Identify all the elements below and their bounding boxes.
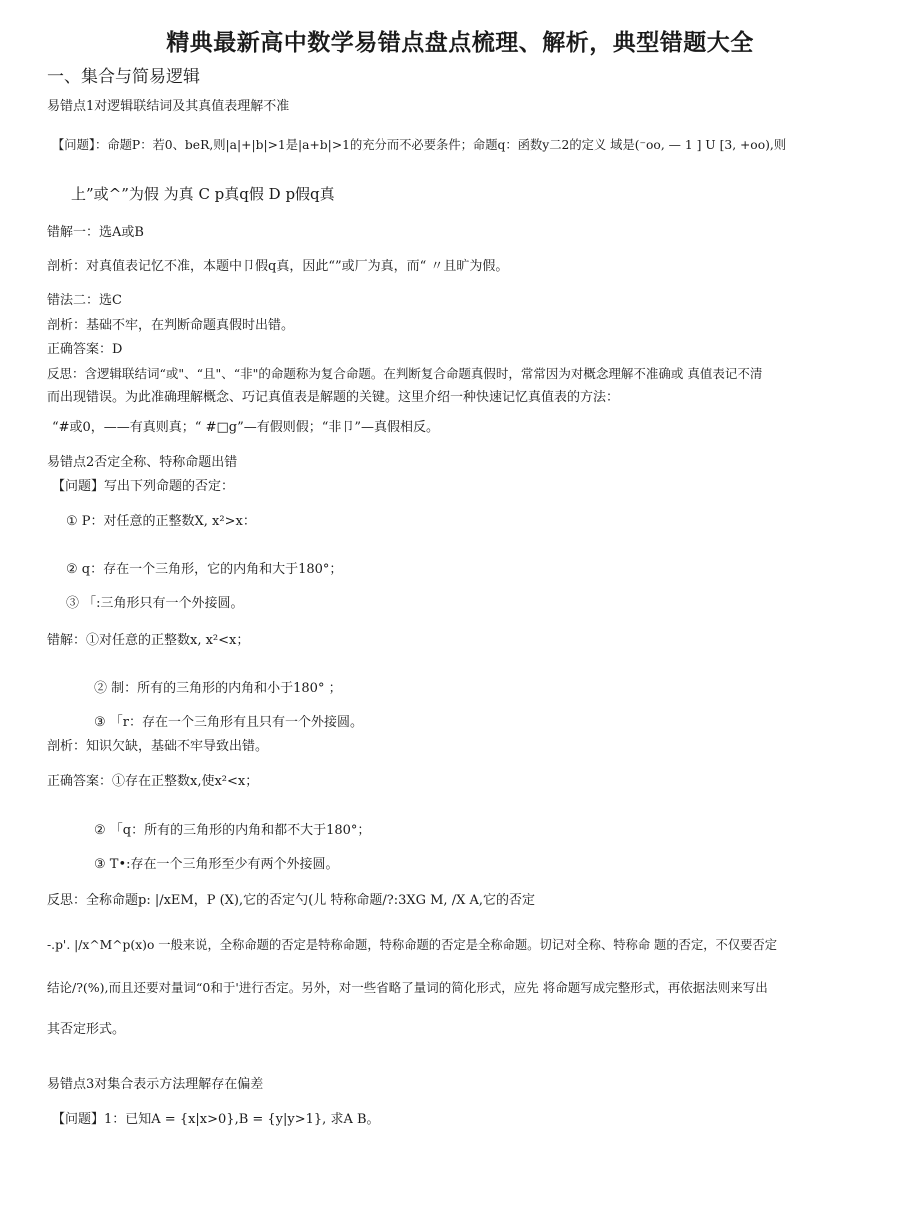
truth-table-mnemonic: “#或0，——有真则真；“ #□g”—有假则假；“非卩”—真假相反。	[52, 420, 440, 435]
correct-answer-1: 正确答案：D	[47, 342, 123, 357]
problem-2-item-3: ③ 「:三角形只有一个外接圆。	[66, 596, 244, 611]
correct-answer-2-item-3: ③ T•:存在一个三角形至少有两个外接圆。	[94, 857, 339, 872]
error-point-1-heading: 易错点1对逻辑联结词及其真值表理解不准	[47, 99, 290, 114]
document-title: 精典最新高中数学易错点盘点梳理、解析，典型错题大全	[166, 29, 754, 56]
error-point-3-heading: 易错点3对集合表示方法理解存在偏差	[47, 1077, 264, 1092]
analysis-2: 剖析：基础不牢，在判断命题真假时出错。	[47, 318, 295, 333]
wrong-solution-2: 错法二：选C	[47, 293, 122, 308]
reflection-1-line2: 而出现错误。为此准确理解概念、巧记真值表是解题的关键。这里介绍一种快速记忆真值表的方法：	[47, 390, 620, 405]
reflection-2-line1: 反思：全称命题p: |/xEM，P (X),它的否定勺(儿 特称命题/?:3XG M, /X A,它的否定	[47, 893, 535, 908]
reflection-2-line4: 其否定形式。	[47, 1022, 126, 1037]
section-heading-sets-logic: 一、集合与简易逻辑	[47, 67, 200, 87]
problem-3-statement: 【问题】1：已知A = {x|x>0},B = {y|y>1}, 求A B。	[52, 1112, 380, 1127]
reflection-2-line2: -.p'. |/x^M^p(x)o 一般来说，全称命题的否定是特称命题，特称命题的否定是全称命题。切记对全称、特称命 题的否定，不仅要否定	[47, 938, 778, 952]
reflection-2-line3: 结论/?(%),而且还要对量词“0和于'进行否定。另外，对一些省略了量词的简化形式，应先 将命题写成完整形式，再依据法则来写出	[47, 980, 768, 995]
analysis-3: 剖析：知识欠缺，基础不牢导致出错。	[47, 739, 269, 754]
correct-answer-2-item-2: ② 「q：所有的三角形的内角和都不大于180°；	[94, 823, 371, 838]
wrong-solution-1: 错解一：选A或B	[47, 225, 144, 240]
wrong-solution-3-item-1: 错解：①对任意的正整数x, x²<x；	[47, 633, 250, 648]
problem-1-statement: 【问题】：命题P：若0、beR,则|a|+|b|>1是|a+b|>1的充分而不必要条件；命题q：函数y二2的定义 域是(⁻oo, — 1 ] U [3, +oo),则	[52, 138, 787, 152]
analysis-1: 剖析：对真值表记忆不准，本题中卩假q真，因此“”或厂为真，而“ 〃且旷为假。	[47, 259, 509, 274]
problem-2-statement: 【问题】写出下列命题的否定：	[52, 479, 235, 494]
correct-answer-2-item-1: 正确答案：①存在正整数x,使x²<x；	[47, 774, 259, 789]
problem-2-item-1: ① P：对任意的正整数X, x²>x：	[66, 514, 256, 529]
wrong-solution-3-item-3: ③ 「r：存在一个三角形有且只有一个外接圆。	[94, 715, 364, 730]
reflection-1-line1: 反思：含逻辑联结词“或"、“且"、“非"的命题称为复合命题。在判断复合命题真假时，常常因为对概念理解不准确或 真值表记不清	[47, 366, 763, 381]
wrong-solution-3-item-2: ② 制：所有的三角形的内角和小于180° ；	[94, 681, 342, 696]
error-point-2-heading: 易错点2否定全称、特称命题出错	[47, 455, 238, 470]
problem-1-options: 上”或^”为假 为真 C p真q假 D p假q真	[71, 185, 335, 203]
problem-2-item-2: ② q：存在一个三角形，它的内角和大于180°；	[66, 562, 343, 577]
